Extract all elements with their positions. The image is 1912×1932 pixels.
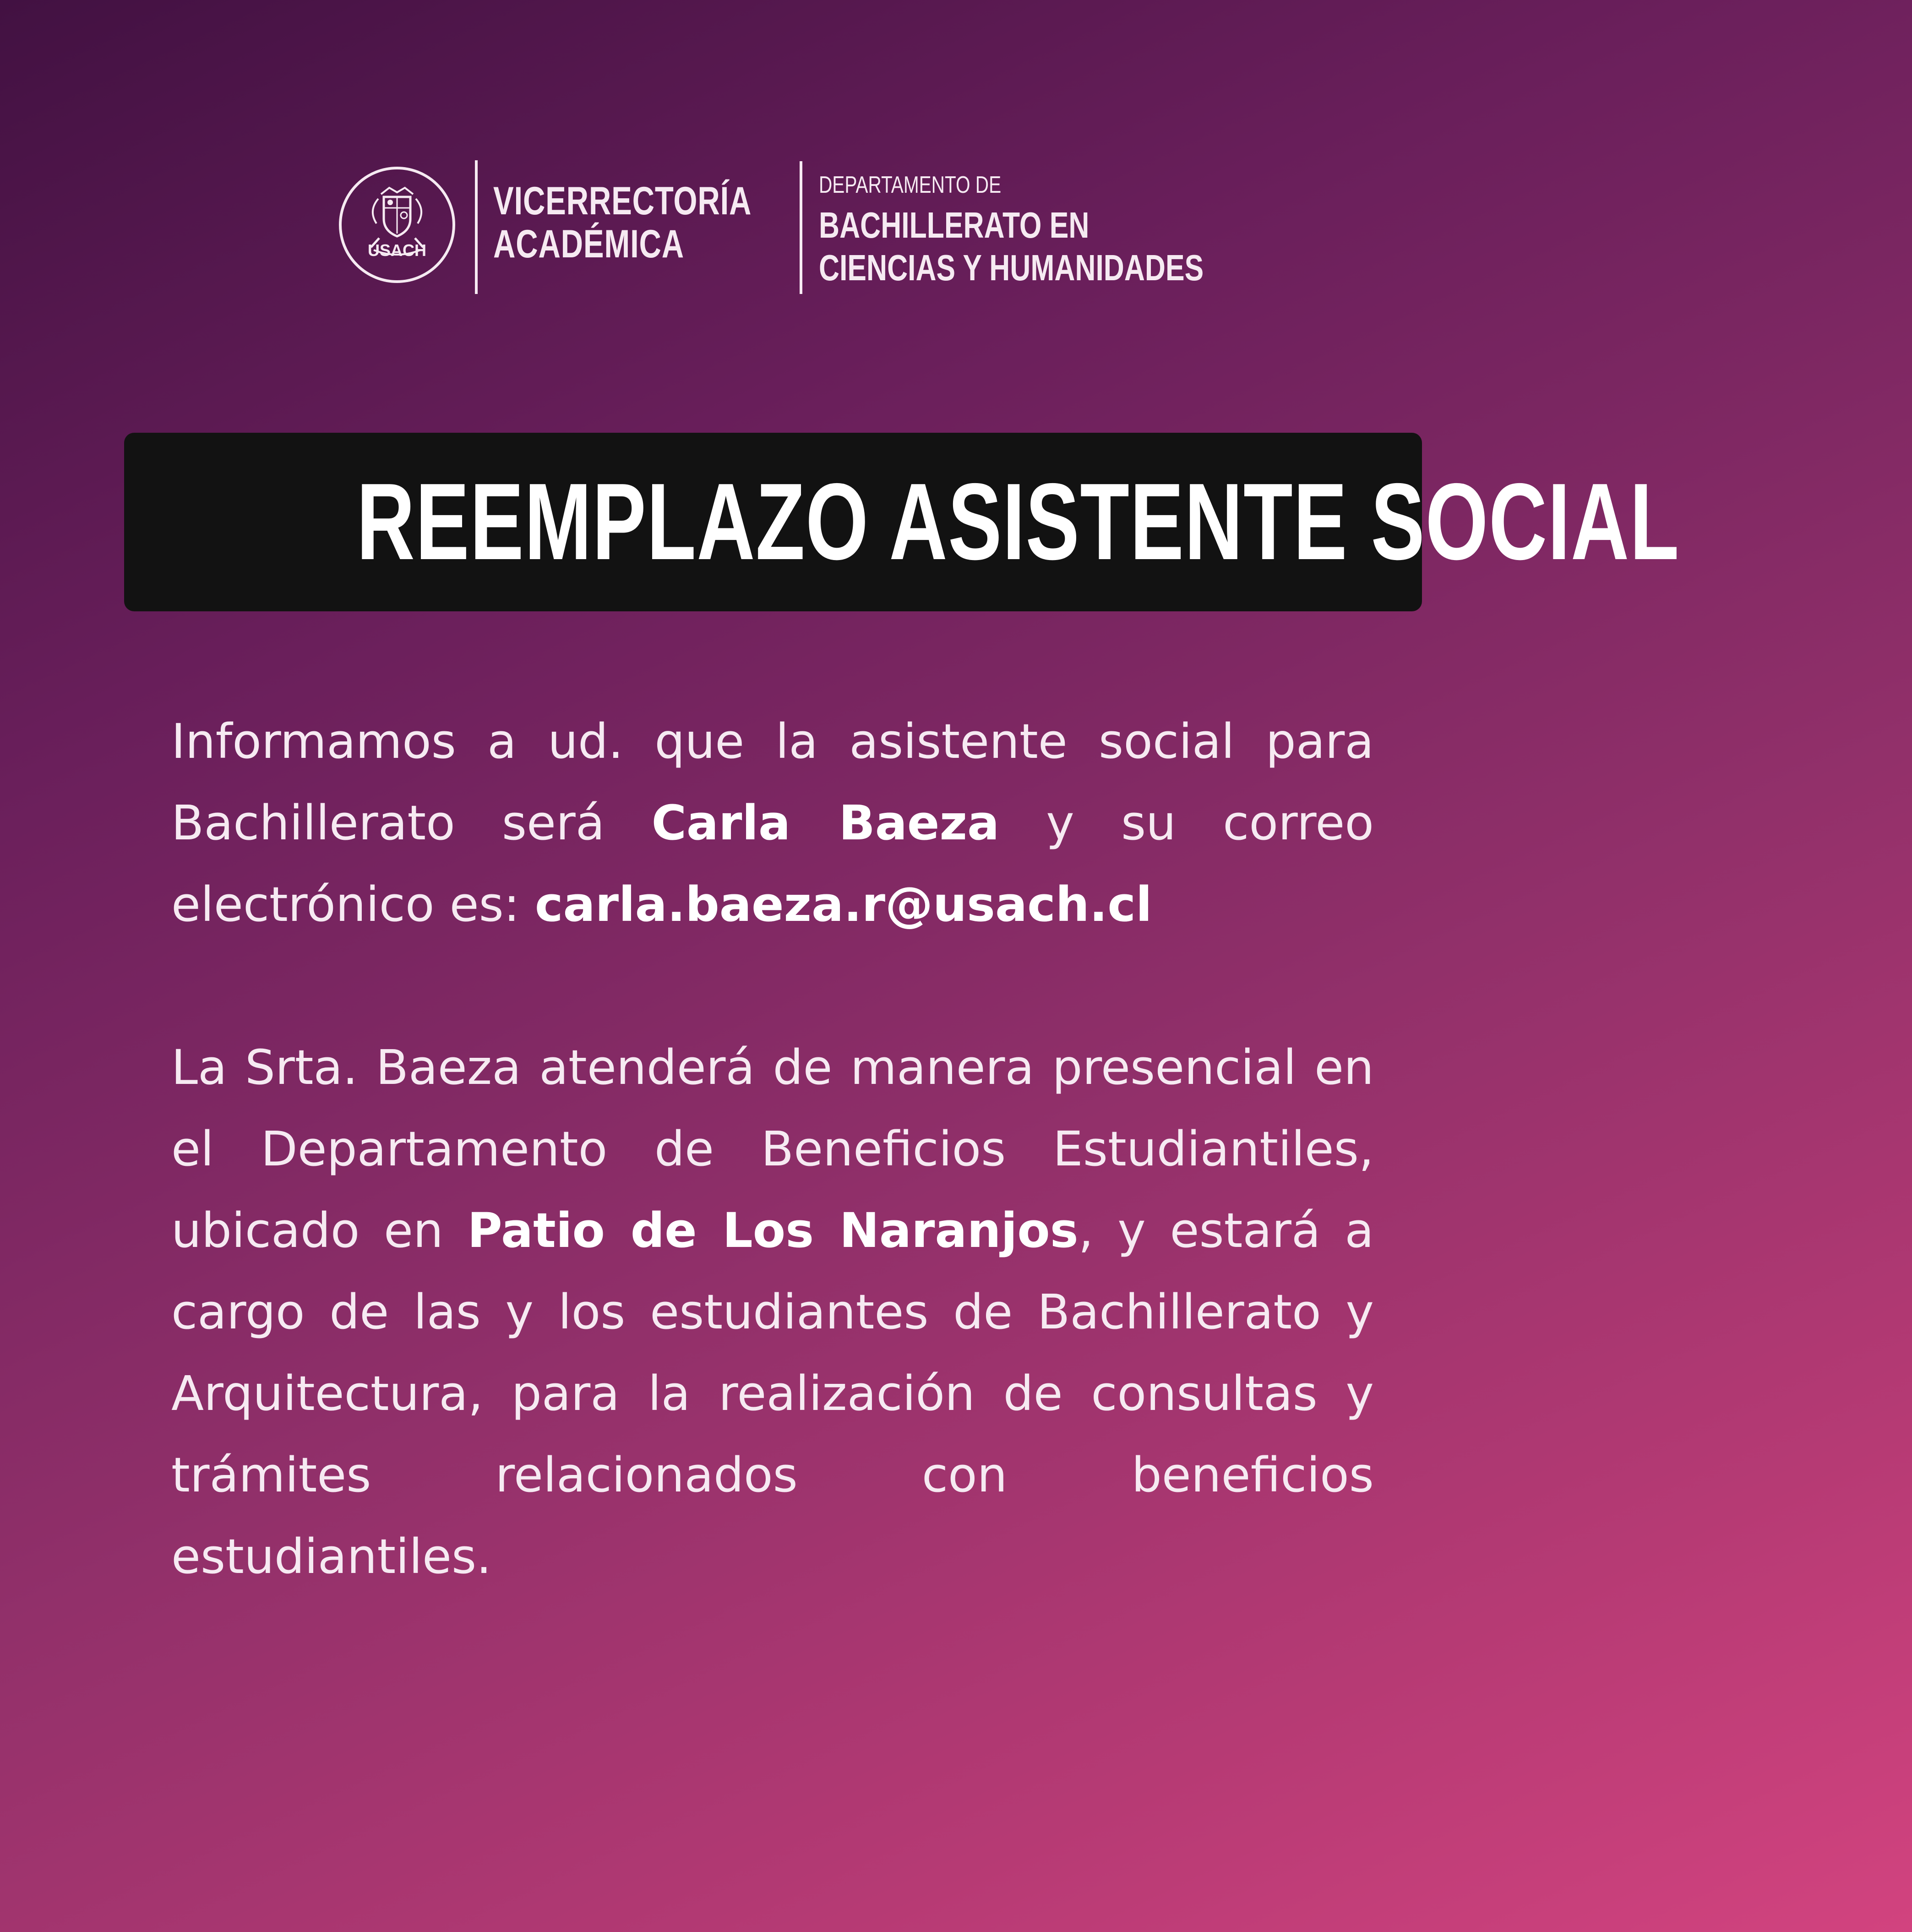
dept-line-1: BACHILLERATO EN	[819, 205, 1089, 245]
org-line-1: VICERRECTORÍA	[493, 179, 752, 223]
department-prefix: DEPARTAMENTO DE	[819, 172, 1002, 198]
paragraph-contact	[171, 701, 1374, 945]
title-banner	[124, 433, 1680, 611]
paragraph-text: y su correo electrónico es:	[171, 795, 1374, 932]
announcement-body	[171, 701, 1374, 1597]
shield-icon	[342, 169, 452, 280]
org-line-2: ACADÉMICA	[493, 222, 684, 266]
department-name	[819, 204, 1204, 289]
page-title	[124, 433, 1680, 611]
location-name: Patio de Los Naranjos	[467, 1203, 1079, 1258]
header-divider	[475, 160, 478, 294]
paragraph-text: , y estará a cargo de las y los estudiantes de Bachillerato y Arquitectura, para la realización de consultas y trámites relacionados con beneficios estudiantiles.	[171, 1203, 1374, 1584]
email-address: carla.baeza.r@usach.cl	[534, 876, 1152, 932]
page-title-text: REEMPLAZO ASISTENTE SOCIAL	[356, 461, 1680, 582]
header	[339, 160, 1255, 293]
paragraph-location	[171, 1027, 1374, 1597]
header-divider	[800, 161, 802, 294]
dept-line-2: CIENCIAS Y HUMANIDADES	[819, 247, 1204, 288]
assistant-name: Carla Baeza	[651, 795, 1000, 851]
paragraph-text: Informamos a ud. que la asistente social para Bachillerato será	[171, 713, 1374, 851]
paragraph-text: La Srta. Baeza atenderá de manera presencial en el Departamento de Beneficios Estudiantiles, ubicado en	[171, 1039, 1374, 1258]
vicerrectoria-name	[493, 180, 752, 266]
usach-seal-logo	[339, 167, 455, 283]
seal-label: USACH	[367, 241, 426, 260]
